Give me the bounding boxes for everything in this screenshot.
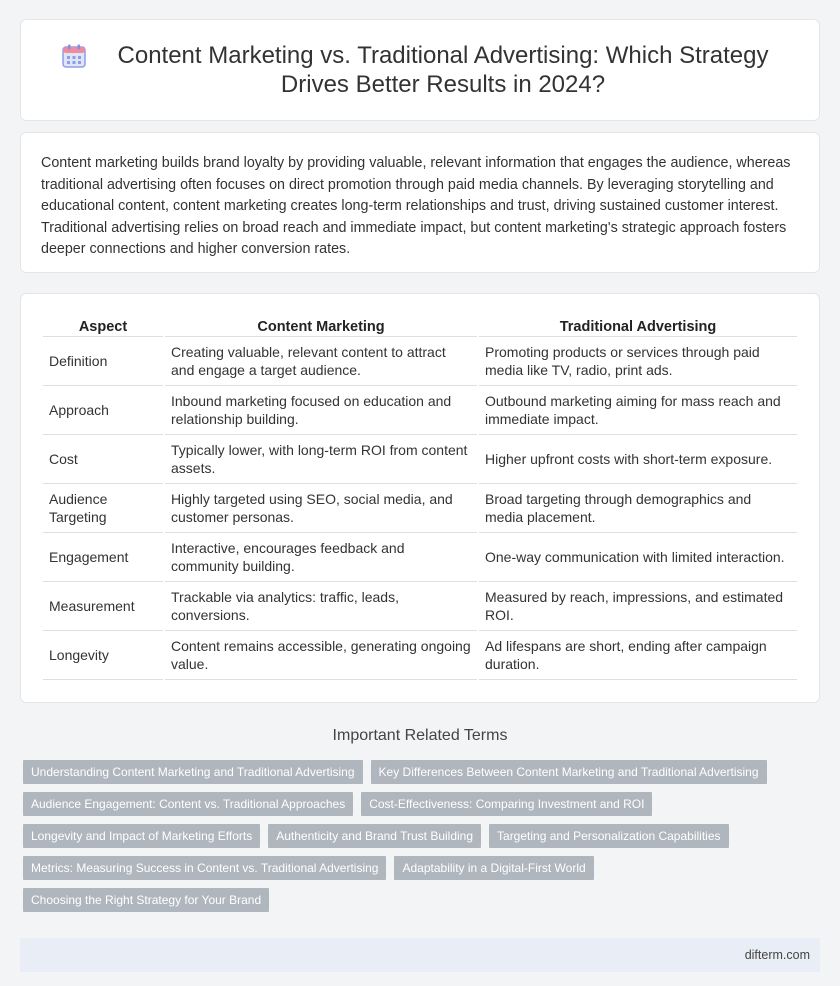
table-row [43, 631, 797, 680]
title-card [20, 19, 820, 121]
table-row [43, 533, 797, 582]
cell-content-marketing: Highly targeted using SEO, social media, and customer personas. [165, 484, 477, 533]
table-row [43, 386, 797, 435]
related-term-tag[interactable]: Understanding Content Marketing and Traditional Advertising [23, 760, 363, 784]
cell-content-marketing: Interactive, encourages feedback and community building. [165, 533, 477, 582]
cell-aspect: Approach [43, 386, 163, 435]
page-title: Content Marketing vs. Traditional Advertising: Which Strategy Drives Better Results in 2024? [117, 42, 769, 98]
table-row [43, 435, 797, 484]
related-term-tag[interactable]: Longevity and Impact of Marketing Efforts [23, 824, 260, 848]
intro-paragraph: Content marketing builds brand loyalty by providing valuable, relevant information that engages the audience, whereas traditional advertising often focuses on direct promotion through paid media channels. By leveraging storytelling and educational content, content marketing creates long-term relationships and trust, driving sustained customer interest. Traditional advertising relies on broad reach and immediate impact, but content marketing's strategic approach fosters deeper connections and higher conversion rates. [41, 155, 791, 257]
related-terms-heading: Important Related Terms [332, 727, 508, 744]
header-content-marketing: Content Marketing [165, 311, 477, 337]
footer [20, 938, 820, 972]
intro-card [20, 132, 820, 273]
header-aspect: Aspect [43, 311, 163, 337]
cell-traditional-advertising: Ad lifespans are short, ending after campaign duration. [479, 631, 797, 680]
cell-content-marketing: Creating valuable, relevant content to attract and engage a target audience. [165, 337, 477, 386]
cell-traditional-advertising: One-way communication with limited interaction. [479, 533, 797, 582]
related-terms-tags [0, 760, 840, 912]
cell-traditional-advertising: Broad targeting through demographics and media placement. [479, 484, 797, 533]
related-term-tag[interactable]: Cost-Effectiveness: Comparing Investment and ROI [361, 792, 652, 816]
cell-aspect: Longevity [43, 631, 163, 680]
cell-content-marketing: Inbound marketing focused on education and relationship building. [165, 386, 477, 435]
related-term-tag[interactable]: Key Differences Between Content Marketing and Traditional Advertising [371, 760, 767, 784]
cell-aspect: Definition [43, 337, 163, 386]
cell-content-marketing: Trackable via analytics: traffic, leads, conversions. [165, 582, 477, 631]
cell-aspect: Engagement [43, 533, 163, 582]
related-term-tag[interactable]: Authenticity and Brand Trust Building [268, 824, 481, 848]
table-row [43, 582, 797, 631]
cell-traditional-advertising: Outbound marketing aiming for mass reach and immediate impact. [479, 386, 797, 435]
related-term-tag[interactable]: Audience Engagement: Content vs. Traditional Approaches [23, 792, 353, 816]
site-link[interactable]: difterm.com [744, 948, 810, 962]
related-term-tag[interactable]: Targeting and Personalization Capabilities [489, 824, 728, 848]
related-term-tag[interactable]: Adaptability in a Digital-First World [394, 856, 593, 880]
cell-content-marketing: Typically lower, with long-term ROI from content assets. [165, 435, 477, 484]
related-terms-section [0, 727, 840, 912]
cell-aspect: Audience Targeting [43, 484, 163, 533]
related-term-tag[interactable]: Metrics: Measuring Success in Content vs. Traditional Advertising [23, 856, 386, 880]
table-header-row [43, 311, 797, 337]
cell-traditional-advertising: Promoting products or services through paid media like TV, radio, print ads. [479, 337, 797, 386]
comparison-card [20, 293, 820, 703]
calendar-icon [61, 43, 87, 69]
related-term-tag[interactable]: Choosing the Right Strategy for Your Brand [23, 888, 269, 912]
comparison-table [41, 311, 799, 680]
cell-traditional-advertising: Measured by reach, impressions, and estimated ROI. [479, 582, 797, 631]
cell-aspect: Measurement [43, 582, 163, 631]
table-row [43, 337, 797, 386]
table-row [43, 484, 797, 533]
cell-traditional-advertising: Higher upfront costs with short-term exposure. [479, 435, 797, 484]
header-traditional-advertising: Traditional Advertising [479, 311, 797, 337]
cell-aspect: Cost [43, 435, 163, 484]
cell-content-marketing: Content remains accessible, generating ongoing value. [165, 631, 477, 680]
